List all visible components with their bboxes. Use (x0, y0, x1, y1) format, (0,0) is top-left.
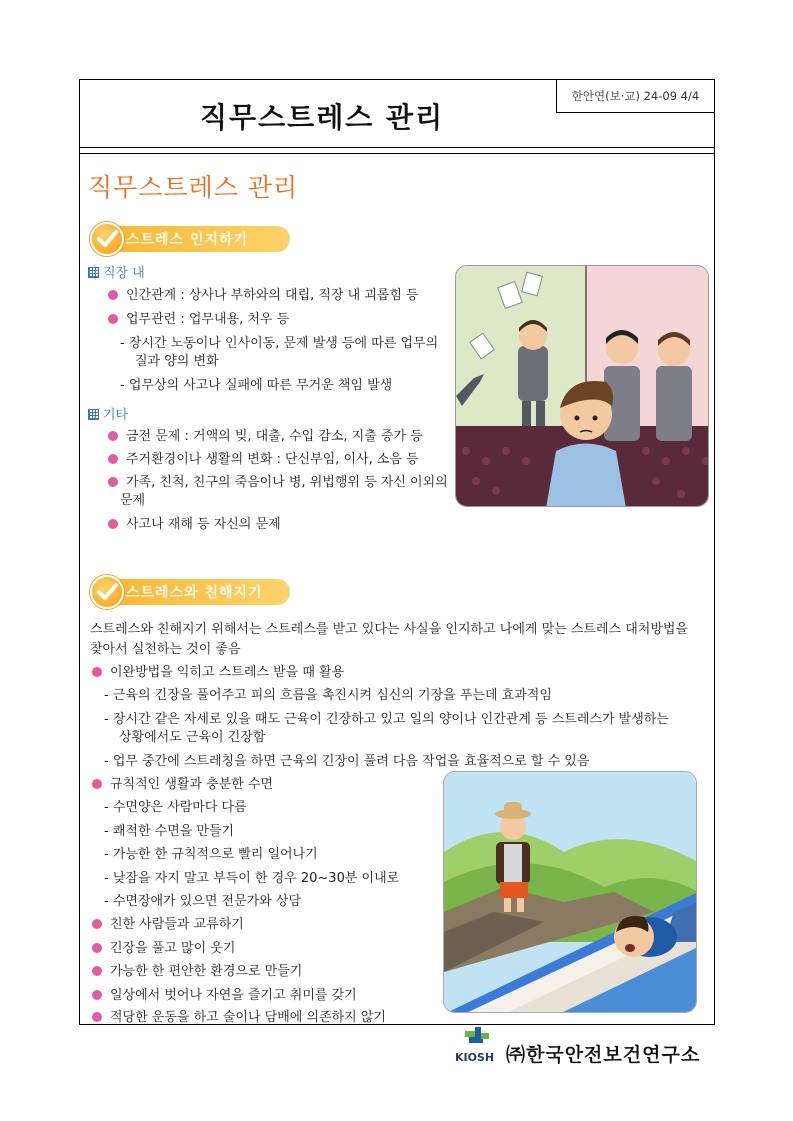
office-stress-illustration (455, 265, 709, 507)
list-item: 인간관계 : 상사나 부하와의 대립, 직장 내 괴롭힘 등 (108, 287, 419, 305)
kiosh-logo (455, 1027, 500, 1065)
bullet-icon (92, 919, 102, 929)
list-item: 가족, 친척, 친구의 죽음이나 병, 위법행위 등 자신 이외의 (108, 474, 448, 492)
dash-item: - 낮잠을 자지 말고 부득이 한 경우 20~30분 이내로 (104, 871, 400, 886)
bullet-icon (92, 667, 102, 677)
list-item: 규칙적인 생활과 충분한 수면 (92, 776, 273, 794)
bullet-icon (92, 966, 102, 976)
document-number: 한안연(보·교) 24-09 4/4 (556, 80, 714, 113)
list-item: 긴장을 풀고 많이 웃기 (92, 940, 235, 958)
bullet-icon (92, 779, 102, 789)
intro-text-continued: 찾아서 실천하는 것이 좋음 (90, 642, 241, 657)
list-item: 이완방법을 익히고 스트레스 받을 때 활용 (92, 664, 344, 682)
bullet-icon (108, 314, 118, 324)
list-item: 업무관련 : 업무내용, 처우 등 (108, 311, 289, 329)
list-item-continued: 문제 (120, 493, 146, 508)
header-divider (80, 153, 714, 154)
section-heading-label: 스트레스와 친해지기 (126, 585, 263, 601)
section-heading-label: 스트레스 인지하기 (126, 232, 249, 248)
bullet-icon (92, 943, 102, 953)
dash-item: - 수면장애가 있으면 전문가와 상담 (104, 894, 302, 909)
grid-square-icon (88, 409, 99, 420)
checkmark-icon (90, 222, 124, 256)
list-item: 금전 문제 : 거액의 빚, 대출, 수입 감소, 지출 증가 등 (108, 428, 423, 446)
intro-text: 스트레스와 친해지기 위해서는 스트레스를 받고 있다는 사실을 인지하고 나에게 맞는 스트레스 대처방법을 (90, 622, 689, 637)
svg-text:KIOSH: KIOSH (455, 1051, 495, 1064)
bullet-icon (108, 477, 118, 487)
list-item: 적당한 운동을 하고 술이나 담배에 의존하지 않기 (92, 1009, 386, 1027)
main-title: 직무스트레스 관리 (88, 173, 299, 202)
dash-item: - 장시간 노동이나 인사이동, 문제 발생 등에 따른 업무의 (120, 336, 439, 351)
dash-item: - 쾌적한 수면을 만들기 (104, 824, 235, 839)
list-item: 친한 사람들과 교류하기 (92, 916, 244, 934)
bullet-icon (92, 990, 102, 1000)
dash-item: - 업무 중간에 스트레칭을 하면 근육의 긴장이 풀려 다음 작업을 효율적으로 할 수 있음 (104, 754, 590, 769)
dash-item: - 업무상의 사고나 실패에 따른 무거운 책임 발생 (120, 378, 393, 393)
list-item: 가능한 한 편안한 환경으로 만들기 (92, 963, 302, 981)
grid-square-icon (88, 267, 99, 278)
dash-item: - 근육의 긴장을 풀어주고 피의 흐름을 촉진시켜 심신의 기장을 푸는데 효과적임 (104, 688, 552, 703)
organization-name: ㈜한국안전보건연구소 (506, 1044, 701, 1066)
bullet-icon (108, 290, 118, 300)
hiking-and-sleeping-illustration (443, 771, 697, 1013)
header (80, 80, 714, 148)
dash-item-continued: 상황에서도 근육이 긴장함 (119, 730, 266, 745)
list-item: 주거환경이나 생활의 변화 : 단신부임, 이사, 소음 등 (108, 451, 419, 469)
subheading-workplace: 직장 내 (88, 262, 145, 281)
dash-item: - 장시간 같은 자세로 있을 때도 근육이 긴장하고 있고 일의 양이나 인간관계 등 스트레스가 발생하는 (104, 712, 669, 727)
section-heading-befriend (90, 575, 300, 609)
page-title: 직무스트레스 관리 (200, 101, 445, 134)
section-heading-recognize (90, 222, 300, 256)
bullet-icon (108, 431, 118, 441)
bullet-icon (108, 454, 118, 464)
dash-item: - 수면양은 사람마다 다름 (104, 800, 247, 815)
dash-item-continued: 질과 양의 변화 (135, 354, 219, 369)
bullet-icon (92, 1012, 102, 1022)
list-item: 사고나 재해 등 자신의 문제 (108, 516, 281, 534)
subheading-other: 기타 (88, 404, 128, 423)
list-item: 일상에서 벗어나 자연을 즐기고 취미를 갖기 (92, 987, 357, 1005)
bullet-icon (108, 519, 118, 529)
dash-item: - 가능한 한 규칙적으로 빨리 일어나기 (104, 847, 318, 862)
checkmark-icon (90, 575, 124, 609)
